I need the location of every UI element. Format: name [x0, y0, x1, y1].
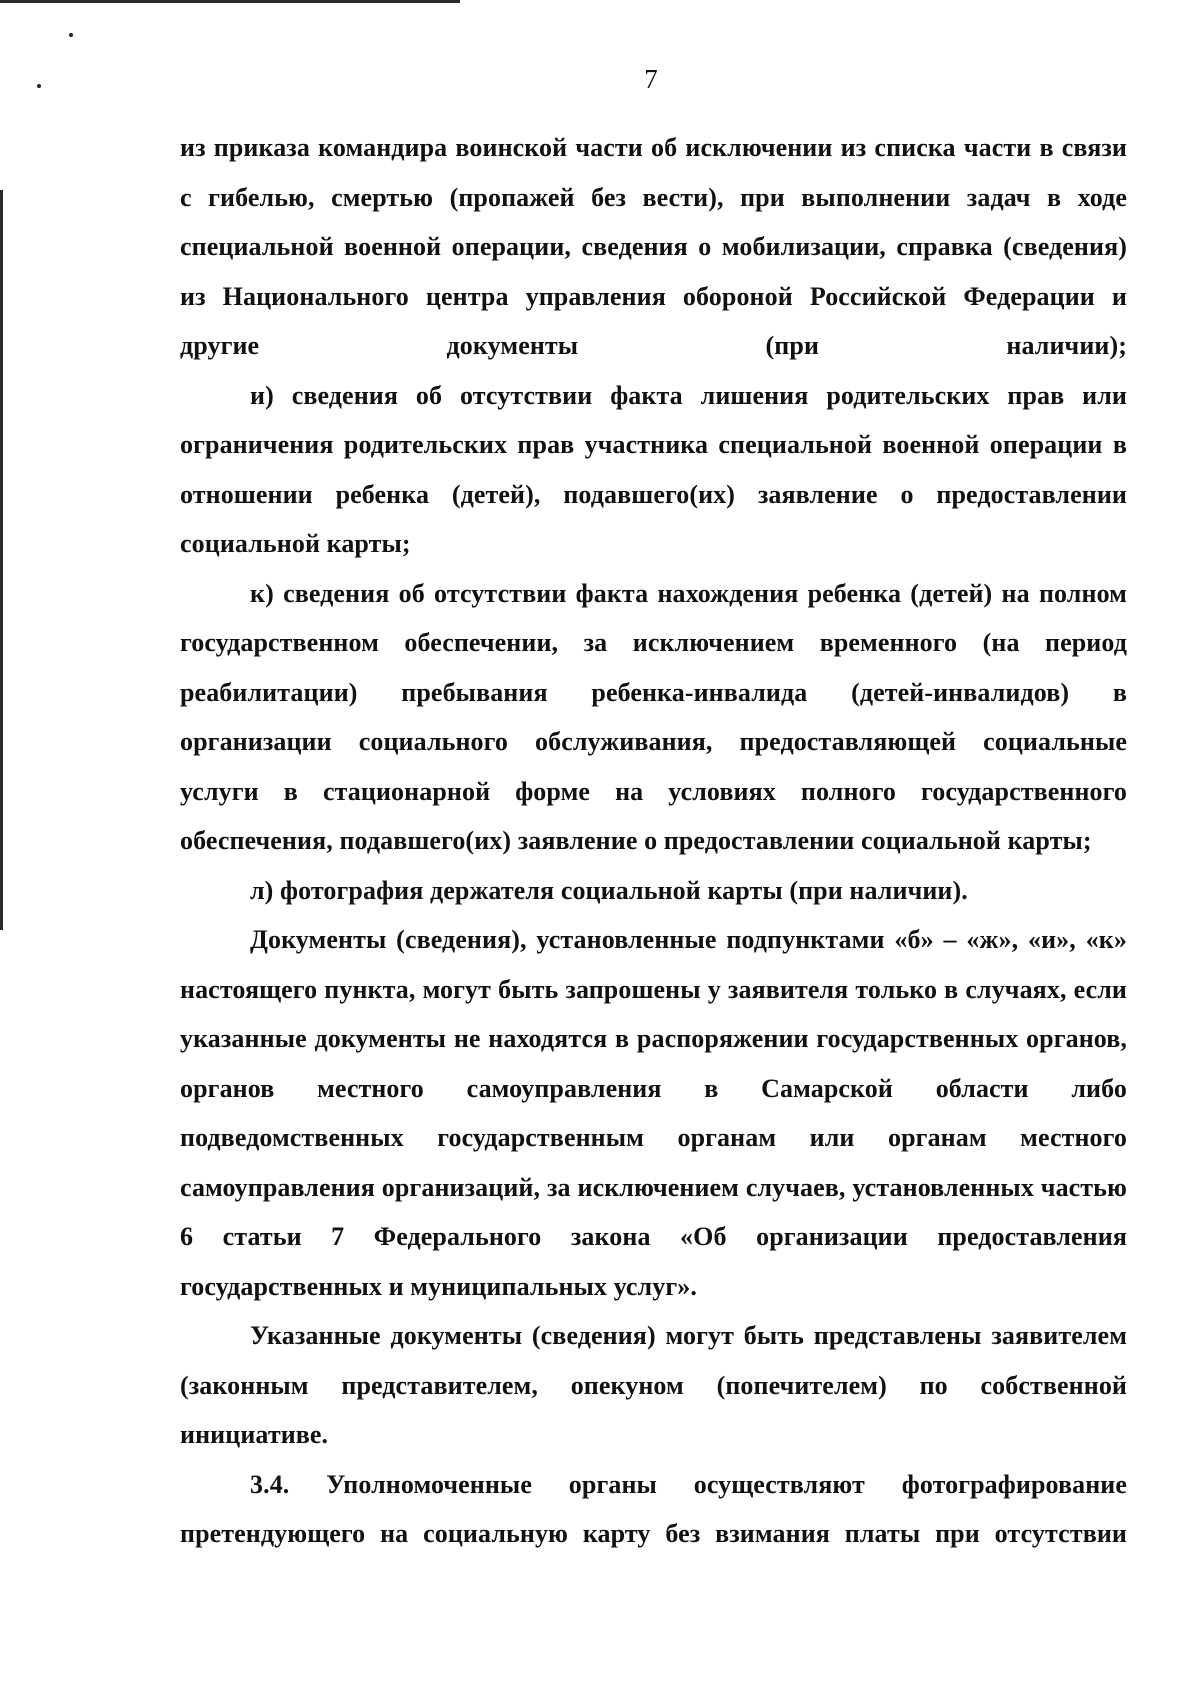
paragraph-item-k: к) сведения об отсутствии факта нахождения ребенка (детей) на полном государственном обеспечении, за исключением временного (на период реабилитации) пребывания ребенка-инвалида (детей-инвалидов) в организации социального обслуживания, предоставляющей социальные услуги в стационарной форме на условиях полного государственного обеспечения, подавшего(их) заявление о предоставлении социальной карты; [180, 578, 1127, 855]
scan-edge-line-left [0, 190, 3, 930]
paragraph-section-3-4: 3.4. Уполномоченные органы осуществляют фотографирование претендующего на социальную карту без взимания платы при отсутствии [180, 1469, 1127, 1548]
document-body [180, 123, 1127, 1559]
page-number: 7 [644, 64, 658, 94]
paragraph-item-i: и) сведения об отсутствии факта лишения родительских прав или ограничения родительских прав участника специальной военной операции в отношении ребенка (детей), подавшего(их) заявление о предоставлении социальной карты; [180, 380, 1127, 558]
paragraph-item-l: л) фотография держателя социальной карты (при наличии). [250, 875, 968, 905]
paragraph-own-initiative: Указанные документы (сведения) могут быть представлены заявителем (законным представителем, опекуном (попечителем) по собственной инициативе. [180, 1321, 1127, 1449]
scan-edge-line-top [0, 0, 460, 3]
paragraph-documents-request: Документы (сведения), установленные подпунктами «б» – «ж», «и», «к» настоящего пункта, могут быть запрошены у заявителя только в случаях, если указанные документы не находятся в распоряжении государственных органов, органов местного самоуправления в Самарской области либо подведомственных государственным органам или органам местного самоуправления организаций, за исключением случаев, установленных частью 6 статьи 7 Федерального закона «Об организации предоставления государственных и муниципальных услуг». [180, 925, 1127, 1301]
paragraph-continuation: из приказа командира воинской части об исключении из списка части в связи с гибелью, смертью (пропажей без вести), при выполнении задач в ходе специальной военной операции, сведения о мобилизации, справка (сведения) из Национального центра управления обороной Российской Федерации и другие документы (при наличии); [180, 133, 1127, 360]
scan-speck [69, 33, 73, 37]
